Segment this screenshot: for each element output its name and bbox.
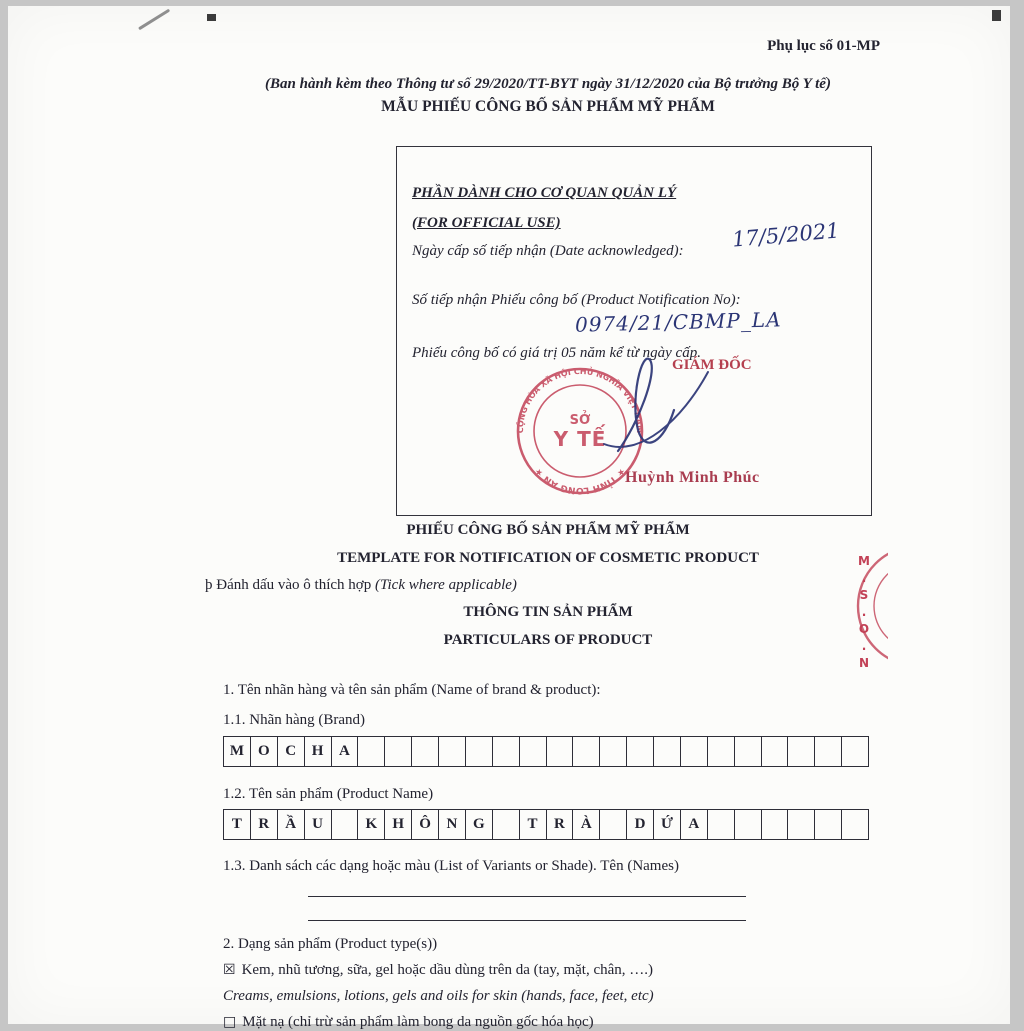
letter-cell: R	[251, 809, 278, 840]
stamp-center-top-text: SỞ	[569, 413, 591, 428]
letter-cell	[788, 809, 815, 840]
stamp-ring-bottom-text: ★ TỈNH LONG AN ★	[533, 465, 627, 496]
letter-cell	[627, 736, 654, 767]
notification-title-en: TEMPLATE FOR NOTIFICATION OF COSMETIC PRODUCT	[337, 550, 759, 566]
letter-cell	[358, 736, 385, 767]
product-type-option-1-english: Creams, emulsions, lotions, gels and oils for skin (hands, face, feet, etc)	[223, 988, 654, 1004]
director-title: GIÁM ĐỐC	[672, 357, 752, 373]
appendix-number: Phụ lục số 01-MP	[767, 38, 880, 54]
letter-cell	[493, 809, 520, 840]
product-type-option-2-label: Mặt nạ (chỉ trừ sản phẩm làm bong da nguồn gốc hóa học)	[242, 1014, 594, 1030]
issued-under-circular-line: (Ban hành kèm theo Thông tư số 29/2020/TT-BYT ngày 31/12/2020 của Bộ trưởng Bộ Y tế)	[265, 76, 831, 92]
official-box-heading-en: (FOR OFFICIAL USE)	[412, 215, 561, 231]
product-name-label: 1.2. Tên sản phẩm (Product Name)	[223, 786, 434, 802]
letter-cell: N	[439, 809, 466, 840]
date-acknowledged-value: 17/5/2021	[731, 218, 841, 252]
letter-cell	[654, 736, 681, 767]
scanned-document-page	[8, 6, 1010, 1030]
letter-cell	[466, 736, 493, 767]
notification-no-value: 0974/21/CBMP_LA	[574, 307, 782, 337]
form-title: MẪU PHIẾU CÔNG BỐ SẢN PHẨM MỸ PHẨM	[381, 98, 715, 115]
letter-cell	[412, 736, 439, 767]
product-type-option-1-label: Kem, nhũ tương, sữa, gel hoặc dầu dùng trên da (tay, mặt, chân, ….)	[241, 962, 654, 978]
letter-cell: H	[305, 736, 332, 767]
letter-cell: Ô	[412, 809, 439, 840]
letter-cell: Ầ	[278, 809, 305, 840]
letter-cell	[735, 809, 762, 840]
scan-corner-mark-left	[207, 14, 216, 21]
empty-checkbox-icon: □	[223, 1014, 237, 1030]
letter-cell: U	[305, 809, 332, 840]
scan-corner-mark-right	[992, 10, 1001, 21]
product-letter-boxes	[223, 809, 869, 840]
date-acknowledged-label: Ngày cấp số tiếp nhận (Date acknowledged):	[412, 243, 684, 259]
letter-cell: T	[223, 809, 251, 840]
letter-cell	[547, 736, 574, 767]
letter-cell: T	[520, 809, 547, 840]
brand-letter-boxes	[223, 736, 869, 767]
letter-cell: O	[251, 736, 278, 767]
variants-label: 1.3. Danh sách các dạng hoặc màu (List of Variants or Shade). Tên (Names)	[223, 858, 679, 874]
tick-instruction-en: (Tick where applicable)	[374, 577, 517, 593]
checked-checkbox-icon: ☒	[223, 962, 236, 978]
validity-line: Phiếu công bố có giá trị 05 năm kể từ ngày cấp.	[412, 345, 701, 361]
letter-cell: A	[681, 809, 708, 840]
letter-cell	[439, 736, 466, 767]
letter-cell	[573, 736, 600, 767]
variants-blank-line-2	[308, 920, 746, 921]
letter-cell	[842, 809, 869, 840]
letter-cell: A	[332, 736, 359, 767]
notification-no-label: Số tiếp nhận Phiếu công bố (Product Notification No):	[412, 292, 741, 308]
tick-instruction-main: þ Đánh dấu vào ô thích hợp	[205, 577, 375, 593]
letter-cell: M	[223, 736, 251, 767]
letter-cell	[493, 736, 520, 767]
variants-blank-line-1	[308, 896, 746, 897]
letter-cell: H	[385, 809, 412, 840]
letter-cell	[708, 809, 735, 840]
letter-cell: K	[358, 809, 385, 840]
product-type-option-1	[223, 962, 653, 979]
letter-cell	[681, 736, 708, 767]
section1-heading: 1. Tên nhãn hàng và tên sản phẩm (Name of brand & product):	[223, 682, 601, 698]
letter-cell	[788, 736, 815, 767]
letter-cell	[385, 736, 412, 767]
section2-heading: 2. Dạng sản phẩm (Product type(s))	[223, 936, 438, 952]
tick-instruction	[205, 577, 517, 594]
letter-cell	[520, 736, 547, 767]
letter-cell: R	[547, 809, 574, 840]
letter-cell: G	[466, 809, 493, 840]
product-type-option-2	[223, 1014, 594, 1031]
edge-stamp-text: M.S.O.N	[857, 554, 871, 673]
letter-cell: C	[278, 736, 305, 767]
director-signature	[596, 346, 726, 476]
brand-label: 1.1. Nhãn hàng (Brand)	[223, 712, 366, 728]
product-info-title-vi: THÔNG TIN SẢN PHẨM	[463, 604, 633, 620]
letter-cell: D	[627, 809, 654, 840]
letter-cell: À	[573, 809, 600, 840]
stamp-center-bottom-text: Y TẾ	[553, 427, 607, 451]
pencil-mark	[138, 9, 170, 30]
letter-cell	[762, 809, 789, 840]
letter-cell: Ứ	[654, 809, 681, 840]
letter-cell	[332, 809, 359, 840]
letter-cell	[762, 736, 789, 767]
letter-cell	[735, 736, 762, 767]
letter-cell	[842, 736, 869, 767]
letter-cell	[815, 736, 842, 767]
product-info-title-en: PARTICULARS OF PRODUCT	[443, 632, 653, 648]
letter-cell	[815, 809, 842, 840]
letter-cell	[708, 736, 735, 767]
notification-title-vi: PHIẾU CÔNG BỐ SẢN PHẨM MỸ PHẨM	[406, 522, 690, 538]
signer-name: Huỳnh Minh Phúc	[625, 469, 760, 486]
letter-cell	[600, 809, 627, 840]
official-box-heading-vi: PHẦN DÀNH CHO CƠ QUAN QUẢN LÝ	[412, 185, 677, 201]
letter-cell	[600, 736, 627, 767]
stamp-ring-top-text: CỘNG HÒA XÃ HỘI CHỦ NGHĨA VIỆT NAM	[515, 366, 645, 434]
